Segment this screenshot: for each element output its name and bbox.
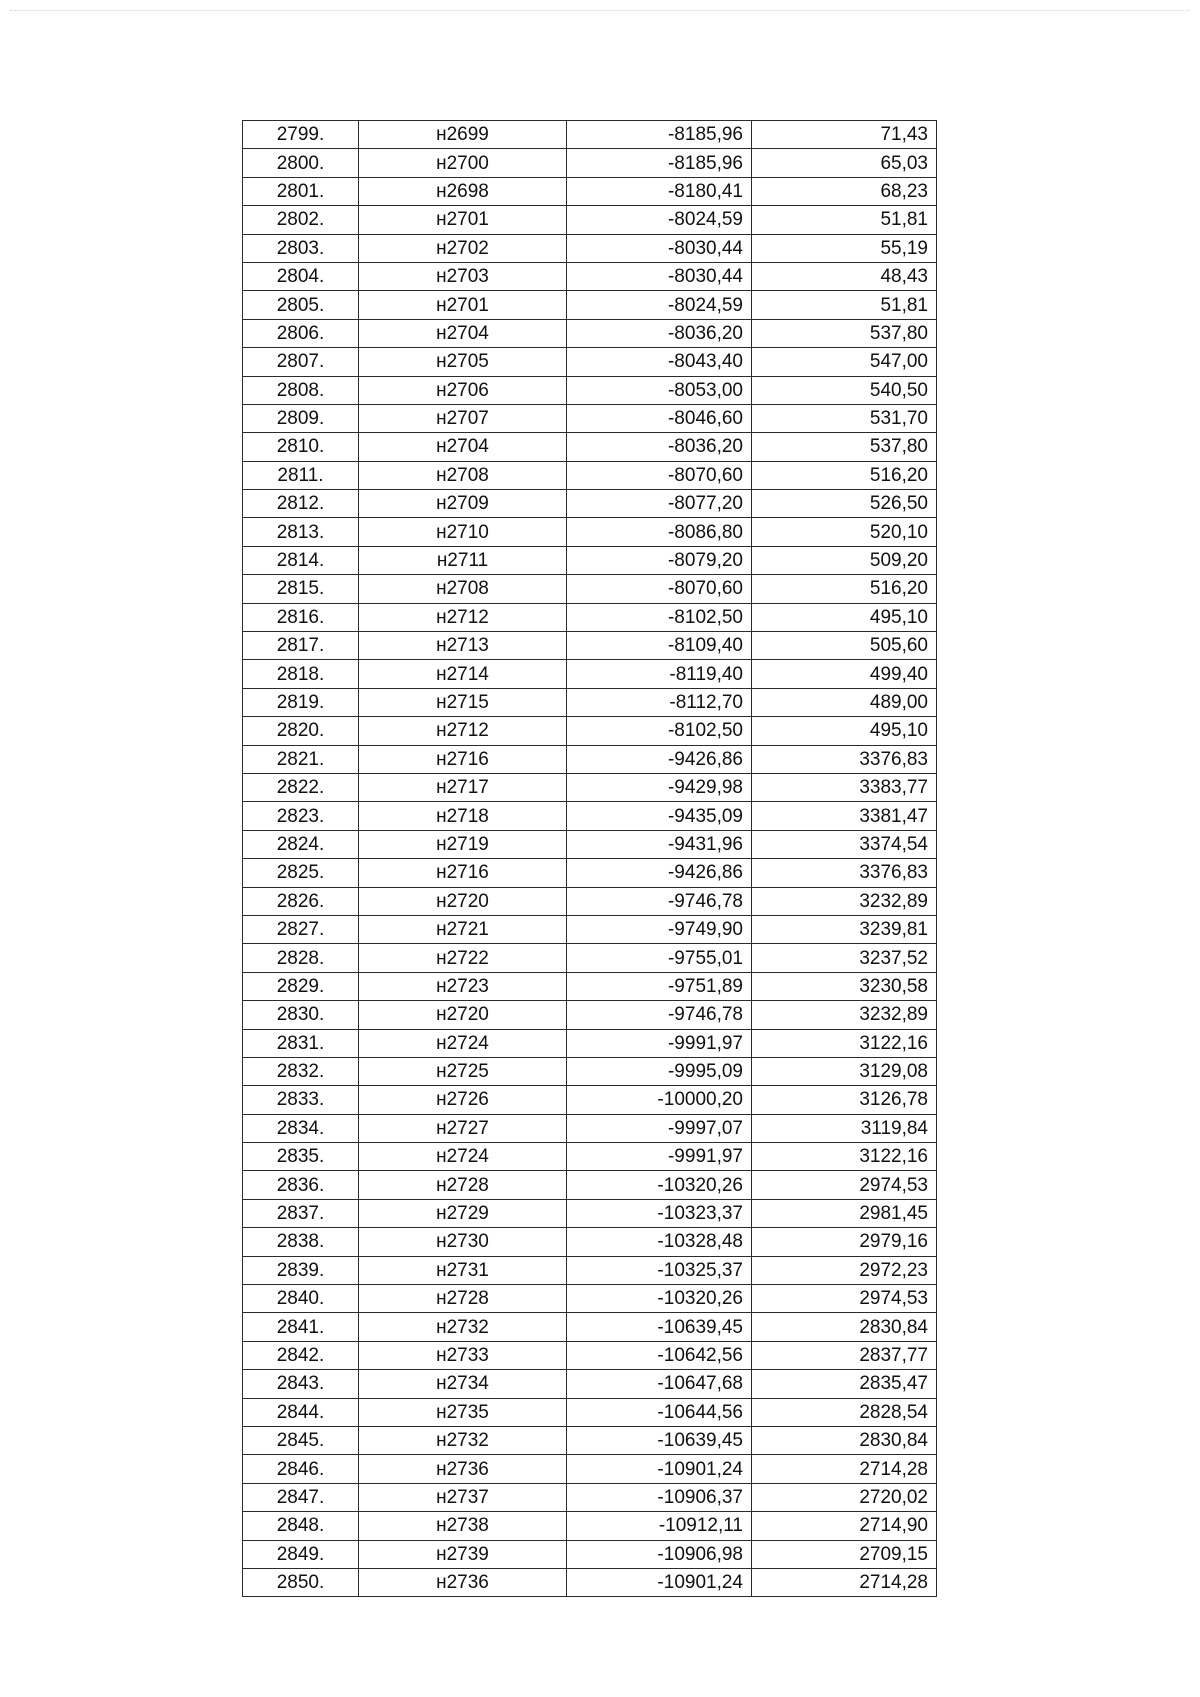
x-coordinate-cell: -8046,60	[567, 404, 752, 432]
row-number-cell: 2833.	[243, 1086, 359, 1114]
row-number-cell: 2804.	[243, 262, 359, 290]
table-row	[243, 745, 937, 773]
row-number-cell: 2821.	[243, 745, 359, 773]
point-name-cell: н2737	[359, 1483, 567, 1511]
row-number-cell: 2849.	[243, 1540, 359, 1568]
point-name-cell: н2732	[359, 1313, 567, 1341]
y-coordinate-cell: 2714,28	[752, 1568, 937, 1596]
table-row	[243, 376, 937, 404]
row-number-cell: 2803.	[243, 234, 359, 262]
table-row	[243, 972, 937, 1000]
x-coordinate-cell: -9755,01	[567, 944, 752, 972]
point-name-cell: н2698	[359, 177, 567, 205]
row-number-cell: 2846.	[243, 1455, 359, 1483]
y-coordinate-cell: 505,60	[752, 632, 937, 660]
x-coordinate-cell: -9751,89	[567, 972, 752, 1000]
row-number-cell: 2847.	[243, 1483, 359, 1511]
row-number-cell: 2836.	[243, 1171, 359, 1199]
x-coordinate-cell: -8024,59	[567, 291, 752, 319]
x-coordinate-cell: -9746,78	[567, 1001, 752, 1029]
y-coordinate-cell: 2709,15	[752, 1540, 937, 1568]
table-row	[243, 1483, 937, 1511]
row-number-cell: 2832.	[243, 1057, 359, 1085]
point-name-cell: н2717	[359, 773, 567, 801]
y-coordinate-cell: 51,81	[752, 291, 937, 319]
table-row	[243, 1171, 937, 1199]
point-name-cell: н2704	[359, 433, 567, 461]
point-name-cell: н2730	[359, 1228, 567, 1256]
row-number-cell: 2801.	[243, 177, 359, 205]
x-coordinate-cell: -10901,24	[567, 1568, 752, 1596]
point-name-cell: н2720	[359, 887, 567, 915]
row-number-cell: 2807.	[243, 348, 359, 376]
x-coordinate-cell: -10328,48	[567, 1228, 752, 1256]
table-row	[243, 433, 937, 461]
row-number-cell: 2817.	[243, 632, 359, 660]
y-coordinate-cell: 537,80	[752, 433, 937, 461]
point-name-cell: н2712	[359, 603, 567, 631]
row-number-cell: 2845.	[243, 1426, 359, 1454]
y-coordinate-cell: 526,50	[752, 490, 937, 518]
row-number-cell: 2822.	[243, 773, 359, 801]
x-coordinate-cell: -9431,96	[567, 830, 752, 858]
x-coordinate-cell: -9749,90	[567, 915, 752, 943]
row-number-cell: 2830.	[243, 1001, 359, 1029]
table-row	[243, 1143, 937, 1171]
table-row	[243, 1313, 937, 1341]
y-coordinate-cell: 2830,84	[752, 1313, 937, 1341]
point-name-cell: н2725	[359, 1057, 567, 1085]
point-name-cell: н2716	[359, 859, 567, 887]
x-coordinate-cell: -9995,09	[567, 1057, 752, 1085]
row-number-cell: 2818.	[243, 660, 359, 688]
row-number-cell: 2825.	[243, 859, 359, 887]
point-name-cell: н2721	[359, 915, 567, 943]
point-name-cell: н2736	[359, 1568, 567, 1596]
y-coordinate-cell: 520,10	[752, 518, 937, 546]
x-coordinate-cell: -8030,44	[567, 262, 752, 290]
row-number-cell: 2814.	[243, 546, 359, 574]
row-number-cell: 2823.	[243, 802, 359, 830]
x-coordinate-cell: -10639,45	[567, 1313, 752, 1341]
row-number-cell: 2811.	[243, 461, 359, 489]
x-coordinate-cell: -8043,40	[567, 348, 752, 376]
point-name-cell: н2727	[359, 1114, 567, 1142]
table-row	[243, 660, 937, 688]
x-coordinate-cell: -9435,09	[567, 802, 752, 830]
table-row	[243, 149, 937, 177]
x-coordinate-cell: -8070,60	[567, 575, 752, 603]
point-name-cell: н2708	[359, 575, 567, 603]
y-coordinate-cell: 2979,16	[752, 1228, 937, 1256]
row-number-cell: 2800.	[243, 149, 359, 177]
row-number-cell: 2840.	[243, 1285, 359, 1313]
row-number-cell: 2838.	[243, 1228, 359, 1256]
point-name-cell: н2738	[359, 1512, 567, 1540]
y-coordinate-cell: 2974,53	[752, 1171, 937, 1199]
y-coordinate-cell: 3129,08	[752, 1057, 937, 1085]
y-coordinate-cell: 3237,52	[752, 944, 937, 972]
x-coordinate-cell: -10906,37	[567, 1483, 752, 1511]
point-name-cell: н2720	[359, 1001, 567, 1029]
x-coordinate-cell: -9991,97	[567, 1029, 752, 1057]
row-number-cell: 2813.	[243, 518, 359, 546]
point-name-cell: н2731	[359, 1256, 567, 1284]
table-row	[243, 404, 937, 432]
point-name-cell: н2724	[359, 1143, 567, 1171]
point-name-cell: н2729	[359, 1199, 567, 1227]
point-name-cell: н2700	[359, 149, 567, 177]
table-row	[243, 546, 937, 574]
row-number-cell: 2820.	[243, 717, 359, 745]
table-row	[243, 177, 937, 205]
table-row	[243, 1540, 937, 1568]
point-name-cell: н2711	[359, 546, 567, 574]
x-coordinate-cell: -8180,41	[567, 177, 752, 205]
point-name-cell: н2702	[359, 234, 567, 262]
x-coordinate-cell: -8030,44	[567, 234, 752, 262]
table-row	[243, 1001, 937, 1029]
table-row	[243, 773, 937, 801]
point-name-cell: н2723	[359, 972, 567, 1000]
x-coordinate-cell: -10639,45	[567, 1426, 752, 1454]
table-row	[243, 1455, 937, 1483]
table-row	[243, 1057, 937, 1085]
point-name-cell: н2724	[359, 1029, 567, 1057]
table-row	[243, 887, 937, 915]
x-coordinate-cell: -8079,20	[567, 546, 752, 574]
x-coordinate-cell: -10642,56	[567, 1341, 752, 1369]
y-coordinate-cell: 537,80	[752, 319, 937, 347]
point-name-cell: н2701	[359, 206, 567, 234]
table-row	[243, 1285, 937, 1313]
x-coordinate-cell: -9426,86	[567, 859, 752, 887]
row-number-cell: 2808.	[243, 376, 359, 404]
y-coordinate-cell: 516,20	[752, 575, 937, 603]
x-coordinate-cell: -10325,37	[567, 1256, 752, 1284]
y-coordinate-cell: 3230,58	[752, 972, 937, 1000]
table-row	[243, 348, 937, 376]
coordinates-table-body	[243, 121, 937, 1597]
y-coordinate-cell: 2714,28	[752, 1455, 937, 1483]
y-coordinate-cell: 71,43	[752, 121, 937, 149]
x-coordinate-cell: -8102,50	[567, 717, 752, 745]
x-coordinate-cell: -8112,70	[567, 688, 752, 716]
y-coordinate-cell: 2974,53	[752, 1285, 937, 1313]
y-coordinate-cell: 3381,47	[752, 802, 937, 830]
point-name-cell: н2728	[359, 1285, 567, 1313]
row-number-cell: 2828.	[243, 944, 359, 972]
table-row	[243, 518, 937, 546]
x-coordinate-cell: -8036,20	[567, 433, 752, 461]
table-row	[243, 575, 937, 603]
y-coordinate-cell: 51,81	[752, 206, 937, 234]
table-row	[243, 603, 937, 631]
y-coordinate-cell: 3383,77	[752, 773, 937, 801]
table-row	[243, 1568, 937, 1596]
row-number-cell: 2826.	[243, 887, 359, 915]
table-row	[243, 1256, 937, 1284]
table-row	[243, 1370, 937, 1398]
x-coordinate-cell: -8119,40	[567, 660, 752, 688]
point-name-cell: н2736	[359, 1455, 567, 1483]
x-coordinate-cell: -9426,86	[567, 745, 752, 773]
x-coordinate-cell: -10644,56	[567, 1398, 752, 1426]
row-number-cell: 2816.	[243, 603, 359, 631]
x-coordinate-cell: -9997,07	[567, 1114, 752, 1142]
x-coordinate-cell: -10320,26	[567, 1171, 752, 1199]
table-row	[243, 830, 937, 858]
point-name-cell: н2718	[359, 802, 567, 830]
point-name-cell: н2709	[359, 490, 567, 518]
y-coordinate-cell: 3374,54	[752, 830, 937, 858]
x-coordinate-cell: -8036,20	[567, 319, 752, 347]
row-number-cell: 2839.	[243, 1256, 359, 1284]
point-name-cell: н2728	[359, 1171, 567, 1199]
point-name-cell: н2713	[359, 632, 567, 660]
table-row	[243, 915, 937, 943]
table-row	[243, 717, 937, 745]
point-name-cell: н2734	[359, 1370, 567, 1398]
row-number-cell: 2841.	[243, 1313, 359, 1341]
x-coordinate-cell: -10647,68	[567, 1370, 752, 1398]
point-name-cell: н2739	[359, 1540, 567, 1568]
y-coordinate-cell: 3122,16	[752, 1143, 937, 1171]
point-name-cell: н2710	[359, 518, 567, 546]
table-row	[243, 632, 937, 660]
row-number-cell: 2843.	[243, 1370, 359, 1398]
point-name-cell: н2733	[359, 1341, 567, 1369]
x-coordinate-cell: -8102,50	[567, 603, 752, 631]
coordinates-table	[242, 120, 937, 1597]
y-coordinate-cell: 68,23	[752, 177, 937, 205]
y-coordinate-cell: 547,00	[752, 348, 937, 376]
x-coordinate-cell: -10912,11	[567, 1512, 752, 1540]
y-coordinate-cell: 531,70	[752, 404, 937, 432]
point-name-cell: н2714	[359, 660, 567, 688]
point-name-cell: н2712	[359, 717, 567, 745]
table-row	[243, 1086, 937, 1114]
point-name-cell: н2722	[359, 944, 567, 972]
y-coordinate-cell: 48,43	[752, 262, 937, 290]
point-name-cell: н2708	[359, 461, 567, 489]
x-coordinate-cell: -10320,26	[567, 1285, 752, 1313]
y-coordinate-cell: 3376,83	[752, 859, 937, 887]
table-row	[243, 1228, 937, 1256]
table-row	[243, 461, 937, 489]
row-number-cell: 2819.	[243, 688, 359, 716]
x-coordinate-cell: -8185,96	[567, 149, 752, 177]
y-coordinate-cell: 2828,54	[752, 1398, 937, 1426]
row-number-cell: 2824.	[243, 830, 359, 858]
x-coordinate-cell: -10000,20	[567, 1086, 752, 1114]
row-number-cell: 2831.	[243, 1029, 359, 1057]
x-coordinate-cell: -9991,97	[567, 1143, 752, 1171]
row-number-cell: 2810.	[243, 433, 359, 461]
y-coordinate-cell: 2714,90	[752, 1512, 937, 1540]
point-name-cell: н2707	[359, 404, 567, 432]
table-row	[243, 802, 937, 830]
page-edge-rule	[10, 10, 1190, 11]
y-coordinate-cell: 495,10	[752, 603, 937, 631]
y-coordinate-cell: 3239,81	[752, 915, 937, 943]
x-coordinate-cell: -9746,78	[567, 887, 752, 915]
y-coordinate-cell: 516,20	[752, 461, 937, 489]
table-row	[243, 121, 937, 149]
y-coordinate-cell: 495,10	[752, 717, 937, 745]
y-coordinate-cell: 2837,77	[752, 1341, 937, 1369]
point-name-cell: н2703	[359, 262, 567, 290]
x-coordinate-cell: -8086,80	[567, 518, 752, 546]
table-row	[243, 1341, 937, 1369]
point-name-cell: н2704	[359, 319, 567, 347]
table-row	[243, 688, 937, 716]
y-coordinate-cell: 65,03	[752, 149, 937, 177]
y-coordinate-cell: 499,40	[752, 660, 937, 688]
row-number-cell: 2837.	[243, 1199, 359, 1227]
y-coordinate-cell: 2981,45	[752, 1199, 937, 1227]
point-name-cell: н2732	[359, 1426, 567, 1454]
point-name-cell: н2735	[359, 1398, 567, 1426]
x-coordinate-cell: -10901,24	[567, 1455, 752, 1483]
point-name-cell: н2715	[359, 688, 567, 716]
y-coordinate-cell: 509,20	[752, 546, 937, 574]
row-number-cell: 2802.	[243, 206, 359, 234]
table-row	[243, 944, 937, 972]
row-number-cell: 2812.	[243, 490, 359, 518]
x-coordinate-cell: -8053,00	[567, 376, 752, 404]
row-number-cell: 2806.	[243, 319, 359, 347]
x-coordinate-cell: -9429,98	[567, 773, 752, 801]
row-number-cell: 2842.	[243, 1341, 359, 1369]
row-number-cell: 2815.	[243, 575, 359, 603]
y-coordinate-cell: 2830,84	[752, 1426, 937, 1454]
row-number-cell: 2827.	[243, 915, 359, 943]
y-coordinate-cell: 489,00	[752, 688, 937, 716]
table-row	[243, 1199, 937, 1227]
point-name-cell: н2699	[359, 121, 567, 149]
table-row	[243, 319, 937, 347]
x-coordinate-cell: -8185,96	[567, 121, 752, 149]
y-coordinate-cell: 3119,84	[752, 1114, 937, 1142]
y-coordinate-cell: 2835,47	[752, 1370, 937, 1398]
table-row	[243, 234, 937, 262]
row-number-cell: 2834.	[243, 1114, 359, 1142]
row-number-cell: 2805.	[243, 291, 359, 319]
x-coordinate-cell: -10906,98	[567, 1540, 752, 1568]
y-coordinate-cell: 540,50	[752, 376, 937, 404]
row-number-cell: 2850.	[243, 1568, 359, 1596]
y-coordinate-cell: 55,19	[752, 234, 937, 262]
table-row	[243, 206, 937, 234]
point-name-cell: н2726	[359, 1086, 567, 1114]
table-row	[243, 490, 937, 518]
row-number-cell: 2809.	[243, 404, 359, 432]
point-name-cell: н2706	[359, 376, 567, 404]
row-number-cell: 2835.	[243, 1143, 359, 1171]
point-name-cell: н2716	[359, 745, 567, 773]
table-row	[243, 262, 937, 290]
table-row	[243, 1029, 937, 1057]
table-row	[243, 1114, 937, 1142]
y-coordinate-cell: 2972,23	[752, 1256, 937, 1284]
y-coordinate-cell: 3122,16	[752, 1029, 937, 1057]
point-name-cell: н2719	[359, 830, 567, 858]
x-coordinate-cell: -8024,59	[567, 206, 752, 234]
x-coordinate-cell: -8077,20	[567, 490, 752, 518]
x-coordinate-cell: -10323,37	[567, 1199, 752, 1227]
x-coordinate-cell: -8109,40	[567, 632, 752, 660]
y-coordinate-cell: 2720,02	[752, 1483, 937, 1511]
table-row	[243, 1398, 937, 1426]
y-coordinate-cell: 3232,89	[752, 1001, 937, 1029]
table-row	[243, 859, 937, 887]
row-number-cell: 2848.	[243, 1512, 359, 1540]
point-name-cell: н2705	[359, 348, 567, 376]
row-number-cell: 2844.	[243, 1398, 359, 1426]
row-number-cell: 2829.	[243, 972, 359, 1000]
x-coordinate-cell: -8070,60	[567, 461, 752, 489]
y-coordinate-cell: 3126,78	[752, 1086, 937, 1114]
table-row	[243, 1426, 937, 1454]
table-row	[243, 291, 937, 319]
point-name-cell: н2701	[359, 291, 567, 319]
row-number-cell: 2799.	[243, 121, 359, 149]
y-coordinate-cell: 3232,89	[752, 887, 937, 915]
table-row	[243, 1512, 937, 1540]
y-coordinate-cell: 3376,83	[752, 745, 937, 773]
